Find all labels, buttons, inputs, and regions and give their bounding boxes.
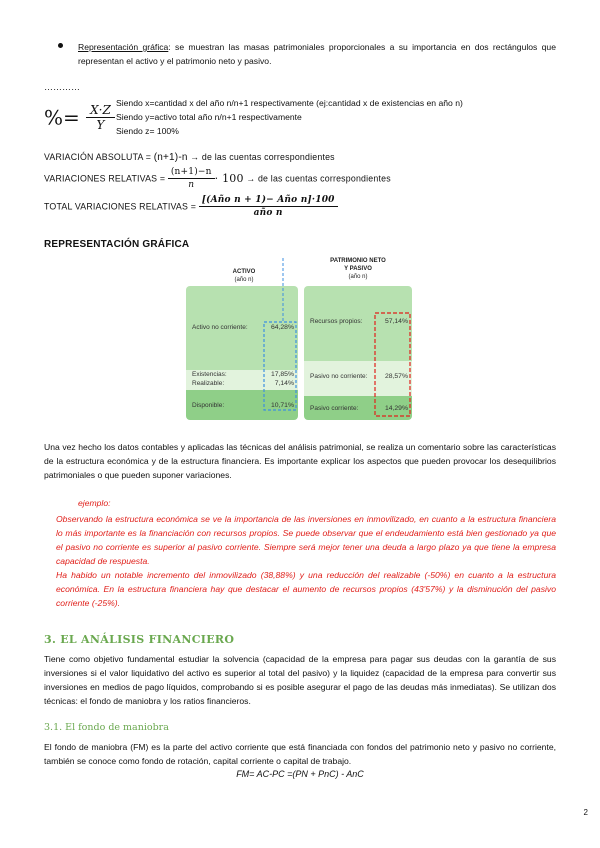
- siendo-y: Siendo y=activo total año n/n+1 respectivamente: [116, 112, 302, 122]
- pasivo-label-2: Pasivo corriente:: [310, 405, 359, 412]
- pct-denominator: Y: [96, 118, 105, 132]
- relativas-den: n: [188, 180, 195, 190]
- fondo-maniobra-paragraph: El fondo de maniobra (FM) es la parte del activo corriente que está financiada con fondos del patrimonio neto y pasivo no corriente, también se conoce como fondo de rotación, capital corriente o capital de trabajo.: [44, 742, 556, 766]
- pasivo-header-title-2: Y PASIVO: [344, 266, 372, 272]
- bullet-term: Representación gráfica: [78, 42, 169, 52]
- relativas-suffix: → de las cuentas correspondientes: [243, 173, 391, 184]
- relativas-mult: · 100: [214, 172, 244, 185]
- activo-header-sub: (año n): [234, 277, 254, 283]
- dots-separator: …………: [44, 82, 80, 92]
- activo-label-1: Existencias:: [192, 371, 227, 378]
- total-den: año n: [253, 208, 283, 218]
- section-title: REPRESENTACIÓN GRÁFICA: [44, 239, 190, 250]
- absoluta-prefix: VARIACIÓN ABSOLUTA =: [44, 152, 154, 162]
- activo-value-3: 10,71%: [270, 402, 294, 409]
- ejemplo-label: ejemplo:: [78, 498, 111, 508]
- siendo-x: Siendo x=cantidad x del año n/n+1 respectivamente (ej:cantidad x de existencias en año n): [116, 98, 463, 108]
- activo-value-1: 17,85%: [270, 371, 294, 378]
- activo-value-2: 7,14%: [274, 380, 294, 387]
- total-prefix: TOTAL VARIACIONES RELATIVAS =: [44, 201, 199, 212]
- section-3-heading: 3. EL ANÁLISIS FINANCIERO: [44, 633, 235, 646]
- page-number: 2: [583, 808, 588, 817]
- pasivo-label-1: Pasivo no corriente:: [310, 373, 368, 380]
- pasivo-value-2: 14,29%: [384, 405, 408, 412]
- bullet-text: : se muestran las masas patrimoniales proporcionales a su importancia en dos rectángulos que representan el activo y el patrimonio neto y pasivo.: [78, 42, 556, 66]
- total-num: [(Año n + 1)− Año n]·100: [199, 194, 338, 207]
- ejemplo-text-1: Observando la estructura económica se ve la importancia de las inversiones en inmovilizado, en cuanto a la estructura financiera lo más importante es la financiación con recursos propios. Se puede observar que el endeudamiento está bien gestionado ya que el pasivo no corriente es superior al pasivo corriente. Siempre será mejor tener una deuda a largo plazo ya que tiene la empresa capacidad de respuesta.: [56, 514, 556, 566]
- absoluta-suffix: → de las cuentas correspondientes: [187, 152, 335, 162]
- ejemplo-text-2: Ha habido un notable incremento del inmovilizado (38,88%) y una reducción del realizable (-50%) en cuanto a la estructura económica. En la estructura financiera hay que destacar el aumento de recursos propios (43'57%) y la disminución del pasivo corriente (-25%).: [56, 570, 556, 608]
- financial-analysis-paragraph: Tiene como objetivo fundamental estudiar la solvencia (capacidad de la empresa para pagar sus deudas con la garantía de sus inversiones si el valor liquidativo del activo es superior al total del pasivo) y la liquidez (capacidad de la empresa para convertir sus inversiones en medios de pago líquidos, comprobando si es posible asegurar el pago de las deudas más inmediatas). Se utilizan dos técnicas: el fondo de maniobra y los ratios financieros.: [44, 654, 556, 706]
- relativas-num: (n+1)−n: [168, 166, 215, 179]
- pasivo-value-0: 57,14%: [384, 318, 408, 325]
- activo-label-2: Realizable:: [192, 380, 225, 387]
- activo-label-3: Disponible:: [192, 402, 225, 409]
- pct-numerator: X·Z: [86, 103, 115, 118]
- analysis-paragraph: Una vez hecho los datos contables y aplicadas las técnicas del análisis patrimonial, se realiza un comentario sobre las características de la estructura económica y de la estructura financiera. Es importante explicar los aspectos que pueden provocar los desequilibrios patrimoniales o que pueden suponer variaciones.: [44, 442, 556, 480]
- relativas-prefix: VARIACIONES RELATIVAS =: [44, 173, 168, 184]
- pasivo-header-title-1: PATRIMONIO NETO: [330, 258, 386, 264]
- absoluta-formula: (n+1)-n: [153, 152, 188, 163]
- pasivo-label-0: Recursos propios:: [310, 318, 363, 325]
- subsection-3-1-heading: 3.1. El fondo de maniobra: [44, 722, 169, 733]
- pasivo-header-sub: (año n): [348, 274, 368, 280]
- activo-header-title: ACTIVO: [232, 269, 256, 275]
- activo-value-0: 64,28%: [270, 324, 294, 331]
- activo-label-0: Activo no corriente:: [192, 324, 248, 331]
- red-dashed-box: [375, 313, 410, 416]
- siendo-z: Siendo z= 100%: [116, 126, 179, 136]
- pct-lhs: %=: [44, 105, 80, 130]
- ejemplo-block: [56, 512, 556, 610]
- pasivo-value-1: 28,57%: [384, 373, 408, 380]
- blue-dashed-box: [264, 322, 296, 410]
- fm-formula: FM= AC-PC =(PN + PnC) - AnC: [236, 769, 364, 779]
